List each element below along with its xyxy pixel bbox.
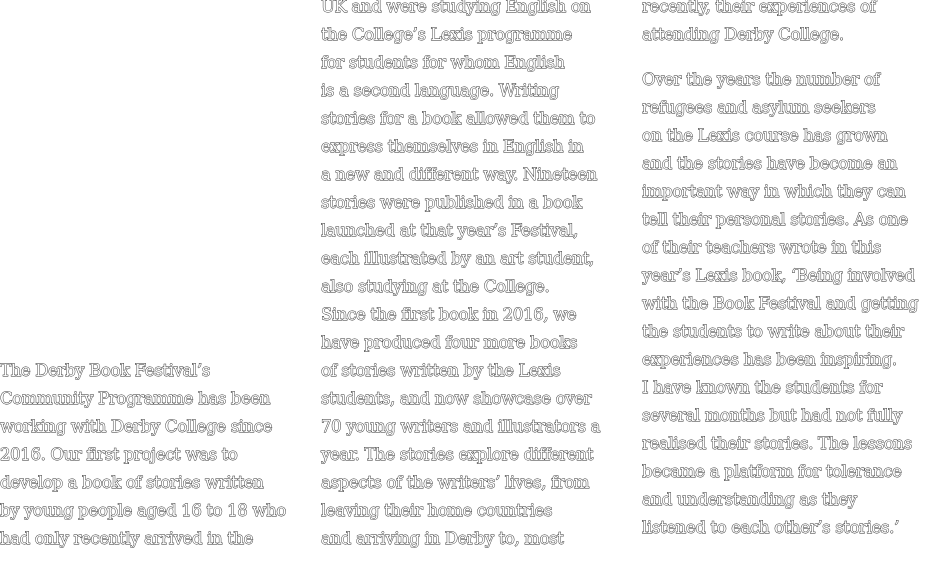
text-line: with the Book Festival and getting <box>642 294 919 313</box>
text-line: stories were published in a book <box>321 193 582 212</box>
text-line: also studying at the College. <box>321 277 550 296</box>
text-line: students, and now showcase over <box>321 389 592 408</box>
text-line: important way in which they can <box>642 182 906 201</box>
text-line: year. The stories explore different <box>321 445 594 464</box>
text-line: experiences has been inspiring. <box>642 350 897 369</box>
text-line: leaving their home countries <box>321 501 553 520</box>
paragraph <box>0 357 300 553</box>
text-line: and understanding as they <box>642 490 857 509</box>
text-line: The Derby Book Festival’s <box>0 361 210 380</box>
text-line: by young people aged 16 to 18 who <box>0 501 286 520</box>
text-line: each illustrated by an art student, <box>321 249 594 268</box>
text-line: Since the first book in 2016, we <box>321 305 577 324</box>
text-line: on the Lexis course has grown <box>642 126 888 145</box>
text-line: express themselves in English in <box>321 137 584 156</box>
text-line: attending Derby College. <box>642 25 844 44</box>
text-line: have produced four more books <box>321 333 578 352</box>
text-line: for students for whom English <box>321 53 565 72</box>
text-line: develop a book of stories written <box>0 473 264 492</box>
text-line: of their teachers wrote in this <box>642 238 882 257</box>
text-line: launched at that year’s Festival, <box>321 221 579 240</box>
text-line: tell their personal stories. As one <box>642 210 908 229</box>
text-line: of stories written by the Lexis <box>321 361 561 380</box>
text-line: year’s Lexis book, ‘Being involved <box>642 266 915 285</box>
paragraph <box>642 66 930 542</box>
paragraph <box>642 0 930 49</box>
text-line: 2016. Our first project was to <box>0 445 238 464</box>
text-line: aspects of the writers’ lives, from <box>321 473 590 492</box>
text-line: the College’s Lexis programme <box>321 25 573 44</box>
text-line: a new and different way. Nineteen <box>321 165 598 184</box>
text-line: working with Derby College since <box>0 417 273 436</box>
text-column-1 <box>0 357 300 553</box>
text-line: listened to each other’s stories.’ <box>642 518 899 537</box>
text-column-3 <box>642 0 930 542</box>
text-line: is a second language. Writing <box>321 81 559 100</box>
text-line: stories for a book allowed them to <box>321 109 596 128</box>
text-line: had only recently arrived in the <box>0 529 254 548</box>
text-line: 70 young writers and illustrators a <box>321 417 601 436</box>
text-line: and the stories have become an <box>642 154 898 173</box>
text-line: UK and were studying English on <box>321 0 591 16</box>
text-line: several months but had not fully <box>642 406 902 425</box>
text-line: became a platform for tolerance <box>642 462 902 481</box>
text-column-2 <box>321 0 621 553</box>
text-line: Over the years the number of <box>642 70 880 89</box>
text-line: and arriving in Derby to, most <box>321 529 564 548</box>
text-line: recently, their experiences of <box>642 0 876 16</box>
text-line: the students to write about their <box>642 322 904 341</box>
text-line: refugees and asylum seekers <box>642 98 876 117</box>
text-line: Community Programme has been <box>0 389 271 408</box>
text-line: realised their stories. The lessons <box>642 434 912 453</box>
text-line: I have known the students for <box>642 378 883 397</box>
paragraph <box>321 0 621 553</box>
